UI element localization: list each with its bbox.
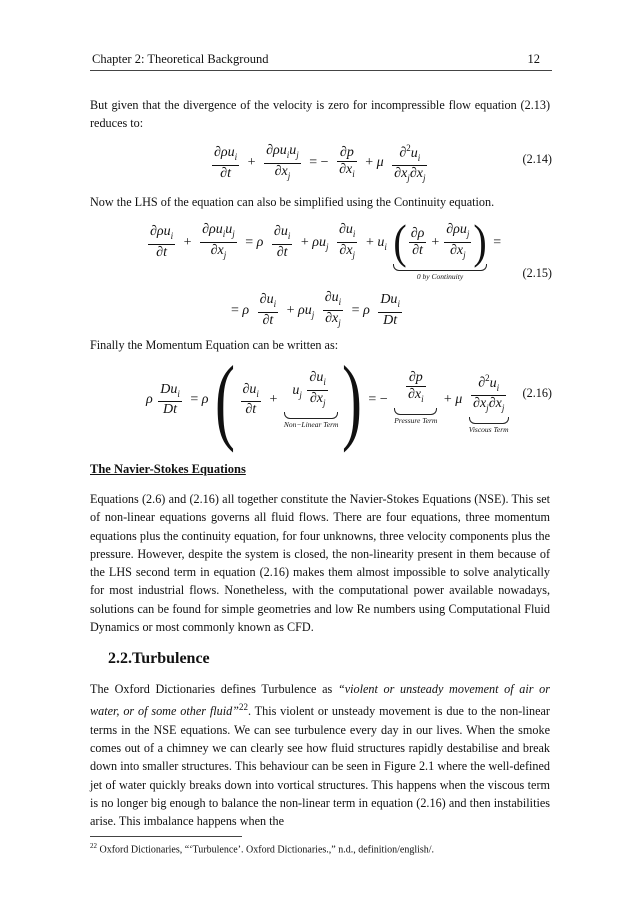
continuity-label: 0 by Continuity [416,271,464,281]
navier-stokes-paragraph: Equations (2.6) and (2.16) all together constitute the Navier-Stokes Equations (NSE). This set of non-linear equations governs all fluid flows. There are four equations, three momentum equations plus the continuity equation, for four unknowns, three velocity components plus the pressure. However, despite the system is closed, the non-linearity present in them because of the LHS second term in equation (2.16) makes them almost impossible to solve analytically for most industrial flows. Nonetheless, with the computational power available nowadays, solutions can be found for simple geometries and low Re numbers using Computational Fluid Dynamics or most commonly known as CFD. [90,492,550,635]
footnote-ref[interactable]: 22 [238,702,248,713]
equation-number: (2.16) [522,386,552,400]
equation-2-15-line2: = ρ $\frac{\partial u_i}{\partial t}$ + $\rho u_j$ $\frac{\partial u_i}{\partial x_j}$ = ρ $\frac{Du_i}{Dt}$ [231,290,400,328]
equation-number: (2.14) [522,152,552,166]
footnote: $^{22}$ Oxford Dictionaries, “‘Turbulence’. Oxford Dictionaries.,” n.d., definition/english/. [90,842,435,856]
page-header [90,48,552,71]
equation-2-15-line1: $\frac{\partial\rho u_i}{\partial t}$ + $\frac{\partial\rho u_iu_j}{\partial x_j}$ = ρ $\frac{\partial u_i}{\partial t}$ + $\rho u_j$ $\frac{\partial u_i}{\partial x_j}$ + $u_i$ ( $\frac{\partial\rho}{\partial t}$ + $\frac{\partial\rho u_j}{\partial x_j}$ ) 0 by Continuity = [150,214,502,281]
equation-2-16: ρ $\frac{Du_i}{Dt}$ = ρ ( $\frac{\partial u_i}{\partial t}$ + $u_j$ $\frac{\partial u_i}{\partial x_j}$ Non−Linear Term ) = − $\frac{\partial p}{\partial x_i}$ Pressure Term + μ $\frac{\partial^2u_i}{\partial x_j\partial x_j}$ Viscous Term [146,347,509,453]
equation-number: (2.15) [522,266,552,280]
momentum-paragraph: Finally the Momentum Equation can be written as: [90,338,339,352]
viscous-term-label: Viscous Term [468,425,509,435]
equation-2-14: $\frac{\partial\rho u_i}{\partial t}$ + $\frac{\partial\rho u_iu_j}{\partial x_j}$ = − $\frac{\partial p}{\partial x_i}$ + μ $\frac{\partial^2u_i}{\partial x_j\partial x_j}$ [210,140,429,186]
footnote-divider [90,836,242,837]
turbulence-paragraph: The Oxford Dictionaries defines Turbulence as “violent or unsteady movement of air or water, or of some other fluid”$^{22}$. This violent or unsteady movement is due to the non-linear terms in the NSE equations. We can see turbulence every day in our lives. When the smoke comes out of a chimney we can clearly see how fluid structures rapidly destabilise and break down into smaller structures. This behaviour can be seen in Figure 2.1 where the well-defined jet of water quickly breaks down into vortical structures. This happens when the viscous term is no longer big enough to balance the non-linear term in equation (2.16) and then instabilities arise. This imbalance happens when the [90,682,551,829]
lhs-paragraph: Now the LHS of the equation can also be simplified using the Continuity equation. [90,195,495,209]
turbulence-heading: 2.2.Turbulence [108,650,210,667]
chapter-title: Chapter 2: Theoretical Background [92,52,269,66]
section-title: The Navier-Stokes Equations [90,462,246,476]
footnote-number: 22 [90,842,97,850]
page-number: 12 [527,52,540,66]
intro-paragraph: But given that the divergence of the velocity is zero for incompressible flow equation (2.13) reduces to: [90,98,550,131]
pressure-term-label: Pressure Term [394,415,438,425]
oxford-quote: “violent or unsteady movement of air or water, or of some other fluid” [90,682,551,719]
nonlinear-term-label: Non−Linear Term [283,419,339,429]
